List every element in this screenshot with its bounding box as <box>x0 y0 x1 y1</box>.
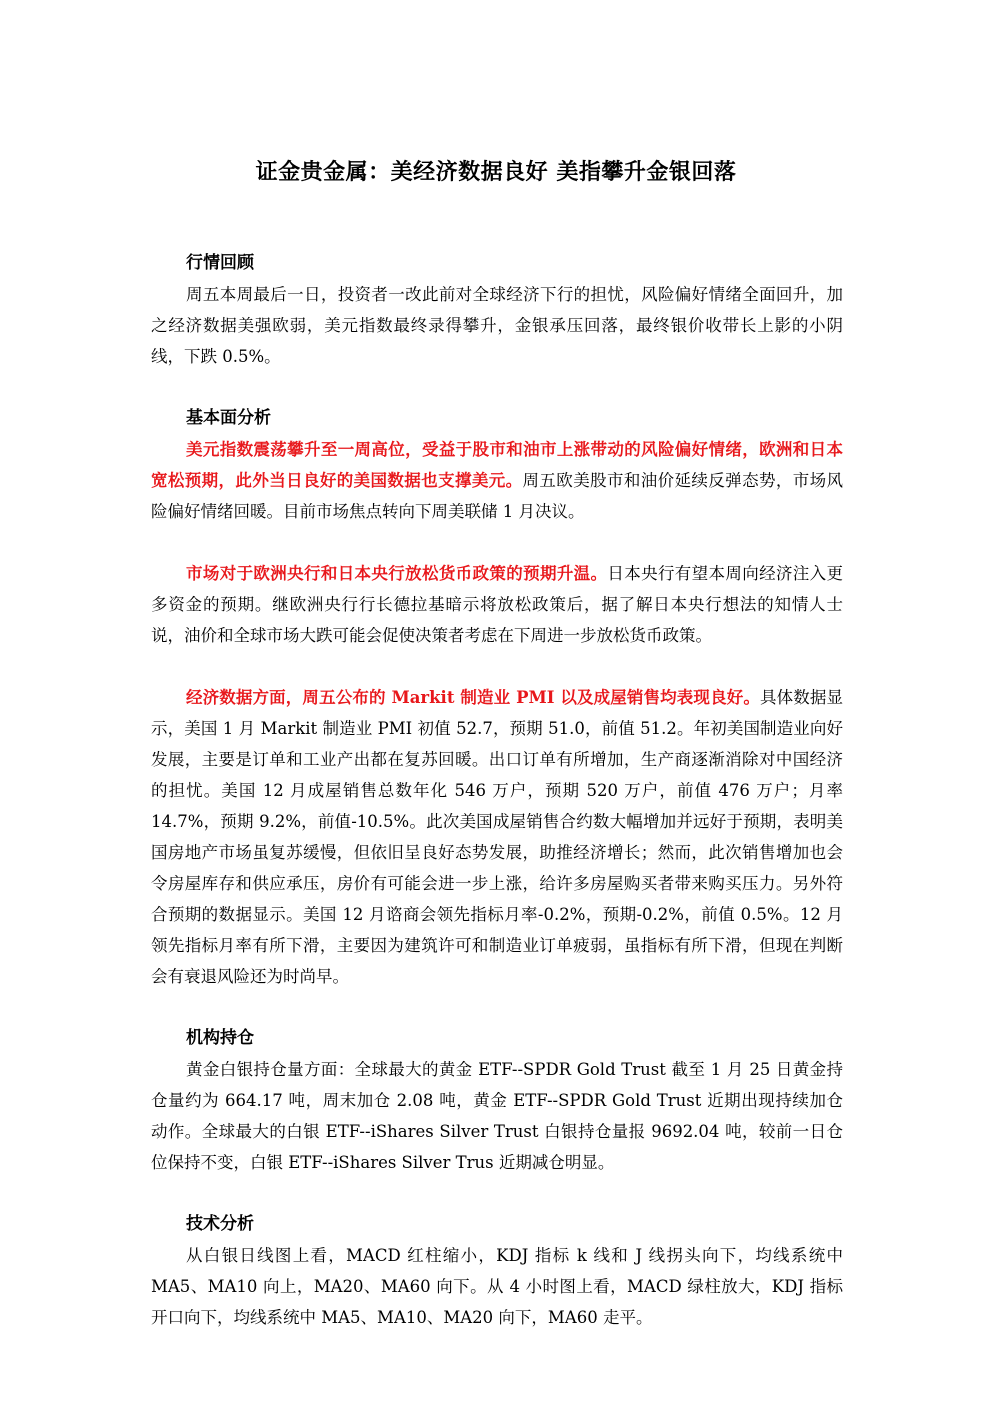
fundamentals-text-3: 具体数据显示，美国 1 月 Markit 制造业 PMI 初值 52.7，预期 51.0，前值 51.2。年初美国制造业向好发展，主要是订单和工业产出都在复苏回暖。出口订单有所增加，生产商逐渐消除对中国经济的担忧。美国 12 月成屋销售总数年化 546 万户，预期 520 万户，前值 476 万户；月率 14.7%，预期 9.2%，前值-10.5%。此次美国成屋销售合约数大幅增加并远好于预期，表明美国房地产市场虽复苏缓慢，但依旧呈良好态势发展，助推经济增长；然而，此次销售增加也会令房屋库存和供应承压，房价有可能会进一步上涨，给许多房屋购买者带来购买压力。另外符合预期的数据显示。美国 12 月谘商会领先指标月率-0.2%，预期-0.2%，前值 0.5%。12 月领先指标月率有所下滑，主要因为建筑许可和制造业订单疲弱，虽指标有所下滑，但现在判断会有衰退风险还为时尚早。 <box>151 688 844 986</box>
section-heading-positions: 机构持仓 <box>186 1028 254 1048</box>
fundamentals-paragraph-3 <box>151 682 843 992</box>
document-body <box>151 248 843 1333</box>
spacer <box>151 527 843 558</box>
fundamentals-highlight-1: 美元指数震荡攀升至一周高位，受益于股市和油市上涨带动的风险偏好情绪，欧洲和日本宽松预期，此外当日良好的美国数据也支撑美元。 <box>151 440 843 490</box>
section-heading-technical: 技术分析 <box>186 1214 254 1234</box>
section-heading-review: 行情回顾 <box>186 253 254 273</box>
fundamentals-paragraph-2 <box>151 558 843 651</box>
fundamentals-paragraph-1 <box>151 434 843 527</box>
review-paragraph: 周五本周最后一日，投资者一改此前对全球经济下行的担忧，风险偏好情绪全面回升，加之经济数据美强欧弱，美元指数最终录得攀升，金银承压回落，最终银价收带长上影的小阴线，下跌 0.5%。 <box>151 285 843 366</box>
spacer <box>151 1178 843 1209</box>
fundamentals-highlight-2: 市场对于欧洲央行和日本央行放松货币政策的预期升温。 <box>186 564 608 583</box>
fundamentals-text-1: 周五欧美股市和油价延续反弹态势，市场风险偏好情绪回暖。目前市场焦点转向下周美联储 1 月决议。 <box>151 471 844 521</box>
fundamentals-highlight-3: 经济数据方面，周五公布的 Markit 制造业 PMI 以及成屋销售均表现良好。 <box>186 688 760 707</box>
spacer <box>151 651 843 682</box>
section-heading-fundamentals: 基本面分析 <box>186 408 271 428</box>
fundamentals-text-2: 日本央行有望本周向经济注入更多资金的预期。继欧洲央行行长德拉基暗示将放松政策后，据了解日本央行想法的知情人士说，油价和全球市场大跌可能会促使决策者考虑在下周进一步放松货币政策。 <box>151 564 844 645</box>
positions-paragraph: 黄金白银持仓量方面：全球最大的黄金 ETF--SPDR Gold Trust 截至 1 月 25 日黄金持仓量约为 664.17 吨，周末加仓 2.08 吨，黄金 ETF--SPDR Gold Trust 近期出现持续加仓动作。全球最大的白银 ETF--iShares Silver Trust 白银持仓量报 9692.04 吨，较前一日仓位保持不变，白银 ETF--iShares Silver Trus 近期减仓明显。 <box>151 1060 843 1172</box>
document-title: 证金贵金属：美经济数据良好 美指攀升金银回落 <box>255 159 737 185</box>
technical-paragraph: 从白银日线图上看，MACD 红柱缩小，KDJ 指标 k 线和 J 线拐头向下，均线系统中 MA5、MA10 向上，MA20、MA60 向下。从 4 小时图上看，MACD 绿柱放大，KDJ 指标开口向下，均线系统中 MA5、MA10、MA20 向下，MA60 走平。 <box>151 1246 843 1327</box>
spacer <box>151 992 843 1023</box>
spacer <box>151 372 843 403</box>
